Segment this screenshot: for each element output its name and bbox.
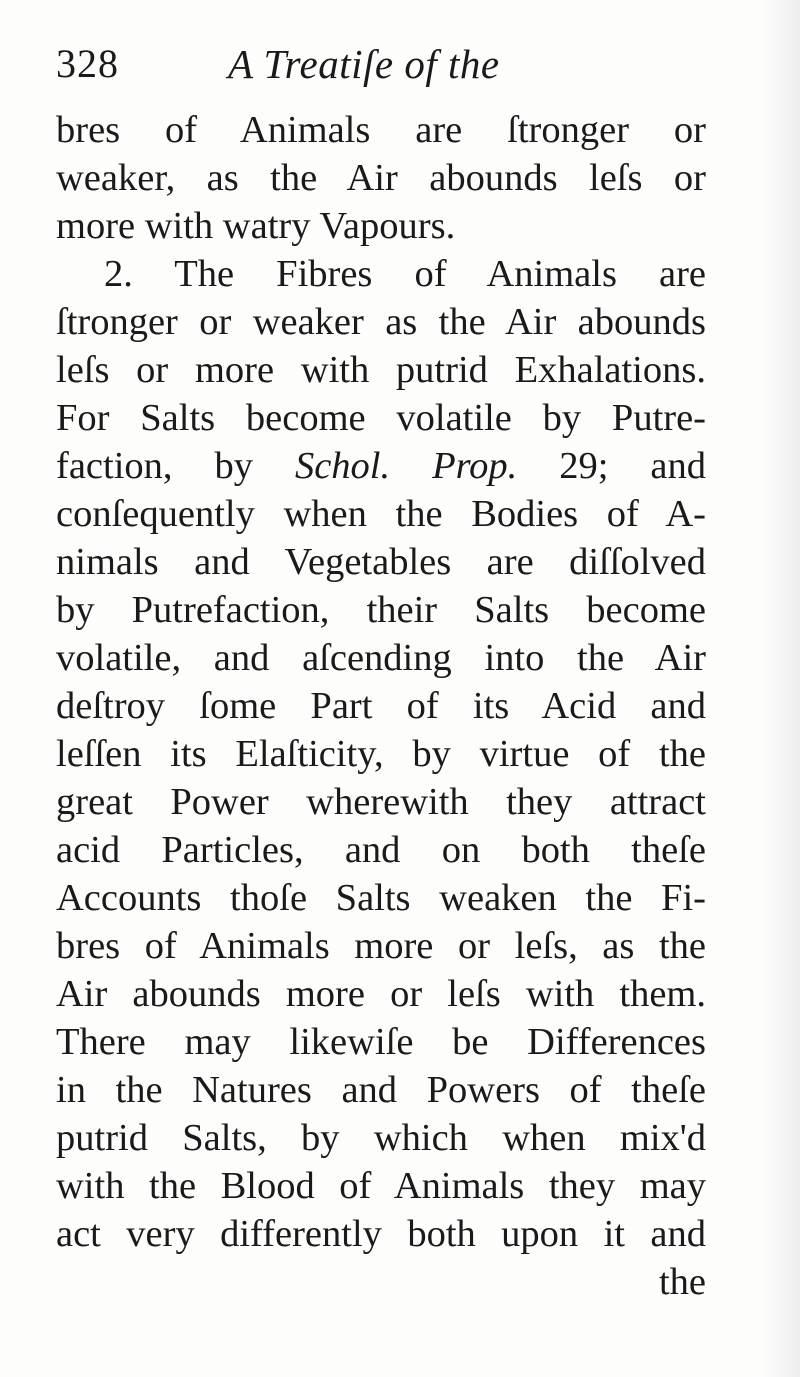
text-line: acid Particles, and on both theſe <box>56 829 706 871</box>
text-line: For Salts become volatile by Putre- <box>56 397 706 439</box>
text-line: 2. The Fibres of Animals are <box>104 253 706 295</box>
text-line: ſtronger or weaker as the Air abounds <box>56 301 706 343</box>
text-line: putrid Salts, by which when mix'd <box>56 1117 706 1159</box>
text-line: weaker, as the Air abounds leſs or <box>56 157 706 199</box>
text-segment: faction, by <box>56 445 253 487</box>
text-line: Accounts thoſe Salts weaken the Fi- <box>56 877 706 919</box>
text-line: Air abounds more or leſs with them. <box>56 973 706 1015</box>
text-line: leſs or more with putrid Exhalations. <box>56 349 706 391</box>
text-line: in the Natures and Powers of theſe <box>56 1069 706 1111</box>
page-header <box>56 40 756 100</box>
text-line: volatile, and aſcending into the Air <box>56 637 706 679</box>
catchword: the <box>658 1261 706 1303</box>
text-line: bres of Animals are ſtronger or <box>56 109 706 151</box>
text-line: with the Blood of Animals they may <box>56 1165 706 1207</box>
running-title: A Treatiſe of the <box>228 41 500 87</box>
text-line: by Putrefaction, their Salts become <box>56 589 706 631</box>
text-line: more with watry Vapours. <box>56 205 456 247</box>
text-line: bres of Animals more or leſs, as the <box>56 925 706 967</box>
page-number: 328 <box>56 41 119 86</box>
text-segment: 29; and <box>559 445 707 487</box>
text-line <box>56 442 706 490</box>
text-line: leſſen its Elaſticity, by virtue of the <box>56 733 706 775</box>
text-line: conſequently when the Bodies of A- <box>56 493 706 535</box>
text-line: great Power wherewith they attract <box>56 781 706 823</box>
italic-reference: Schol. Prop. <box>294 445 518 487</box>
text-line: act very differently both upon it and <box>56 1213 706 1255</box>
text-line: nimals and Vegetables are diſſolved <box>56 541 706 583</box>
text-line: There may likewiſe be Differences <box>56 1021 706 1063</box>
text-line: deſtroy ſome Part of its Acid and <box>56 685 706 727</box>
body-text <box>56 106 706 1306</box>
page-edge-shadow <box>760 0 800 1377</box>
